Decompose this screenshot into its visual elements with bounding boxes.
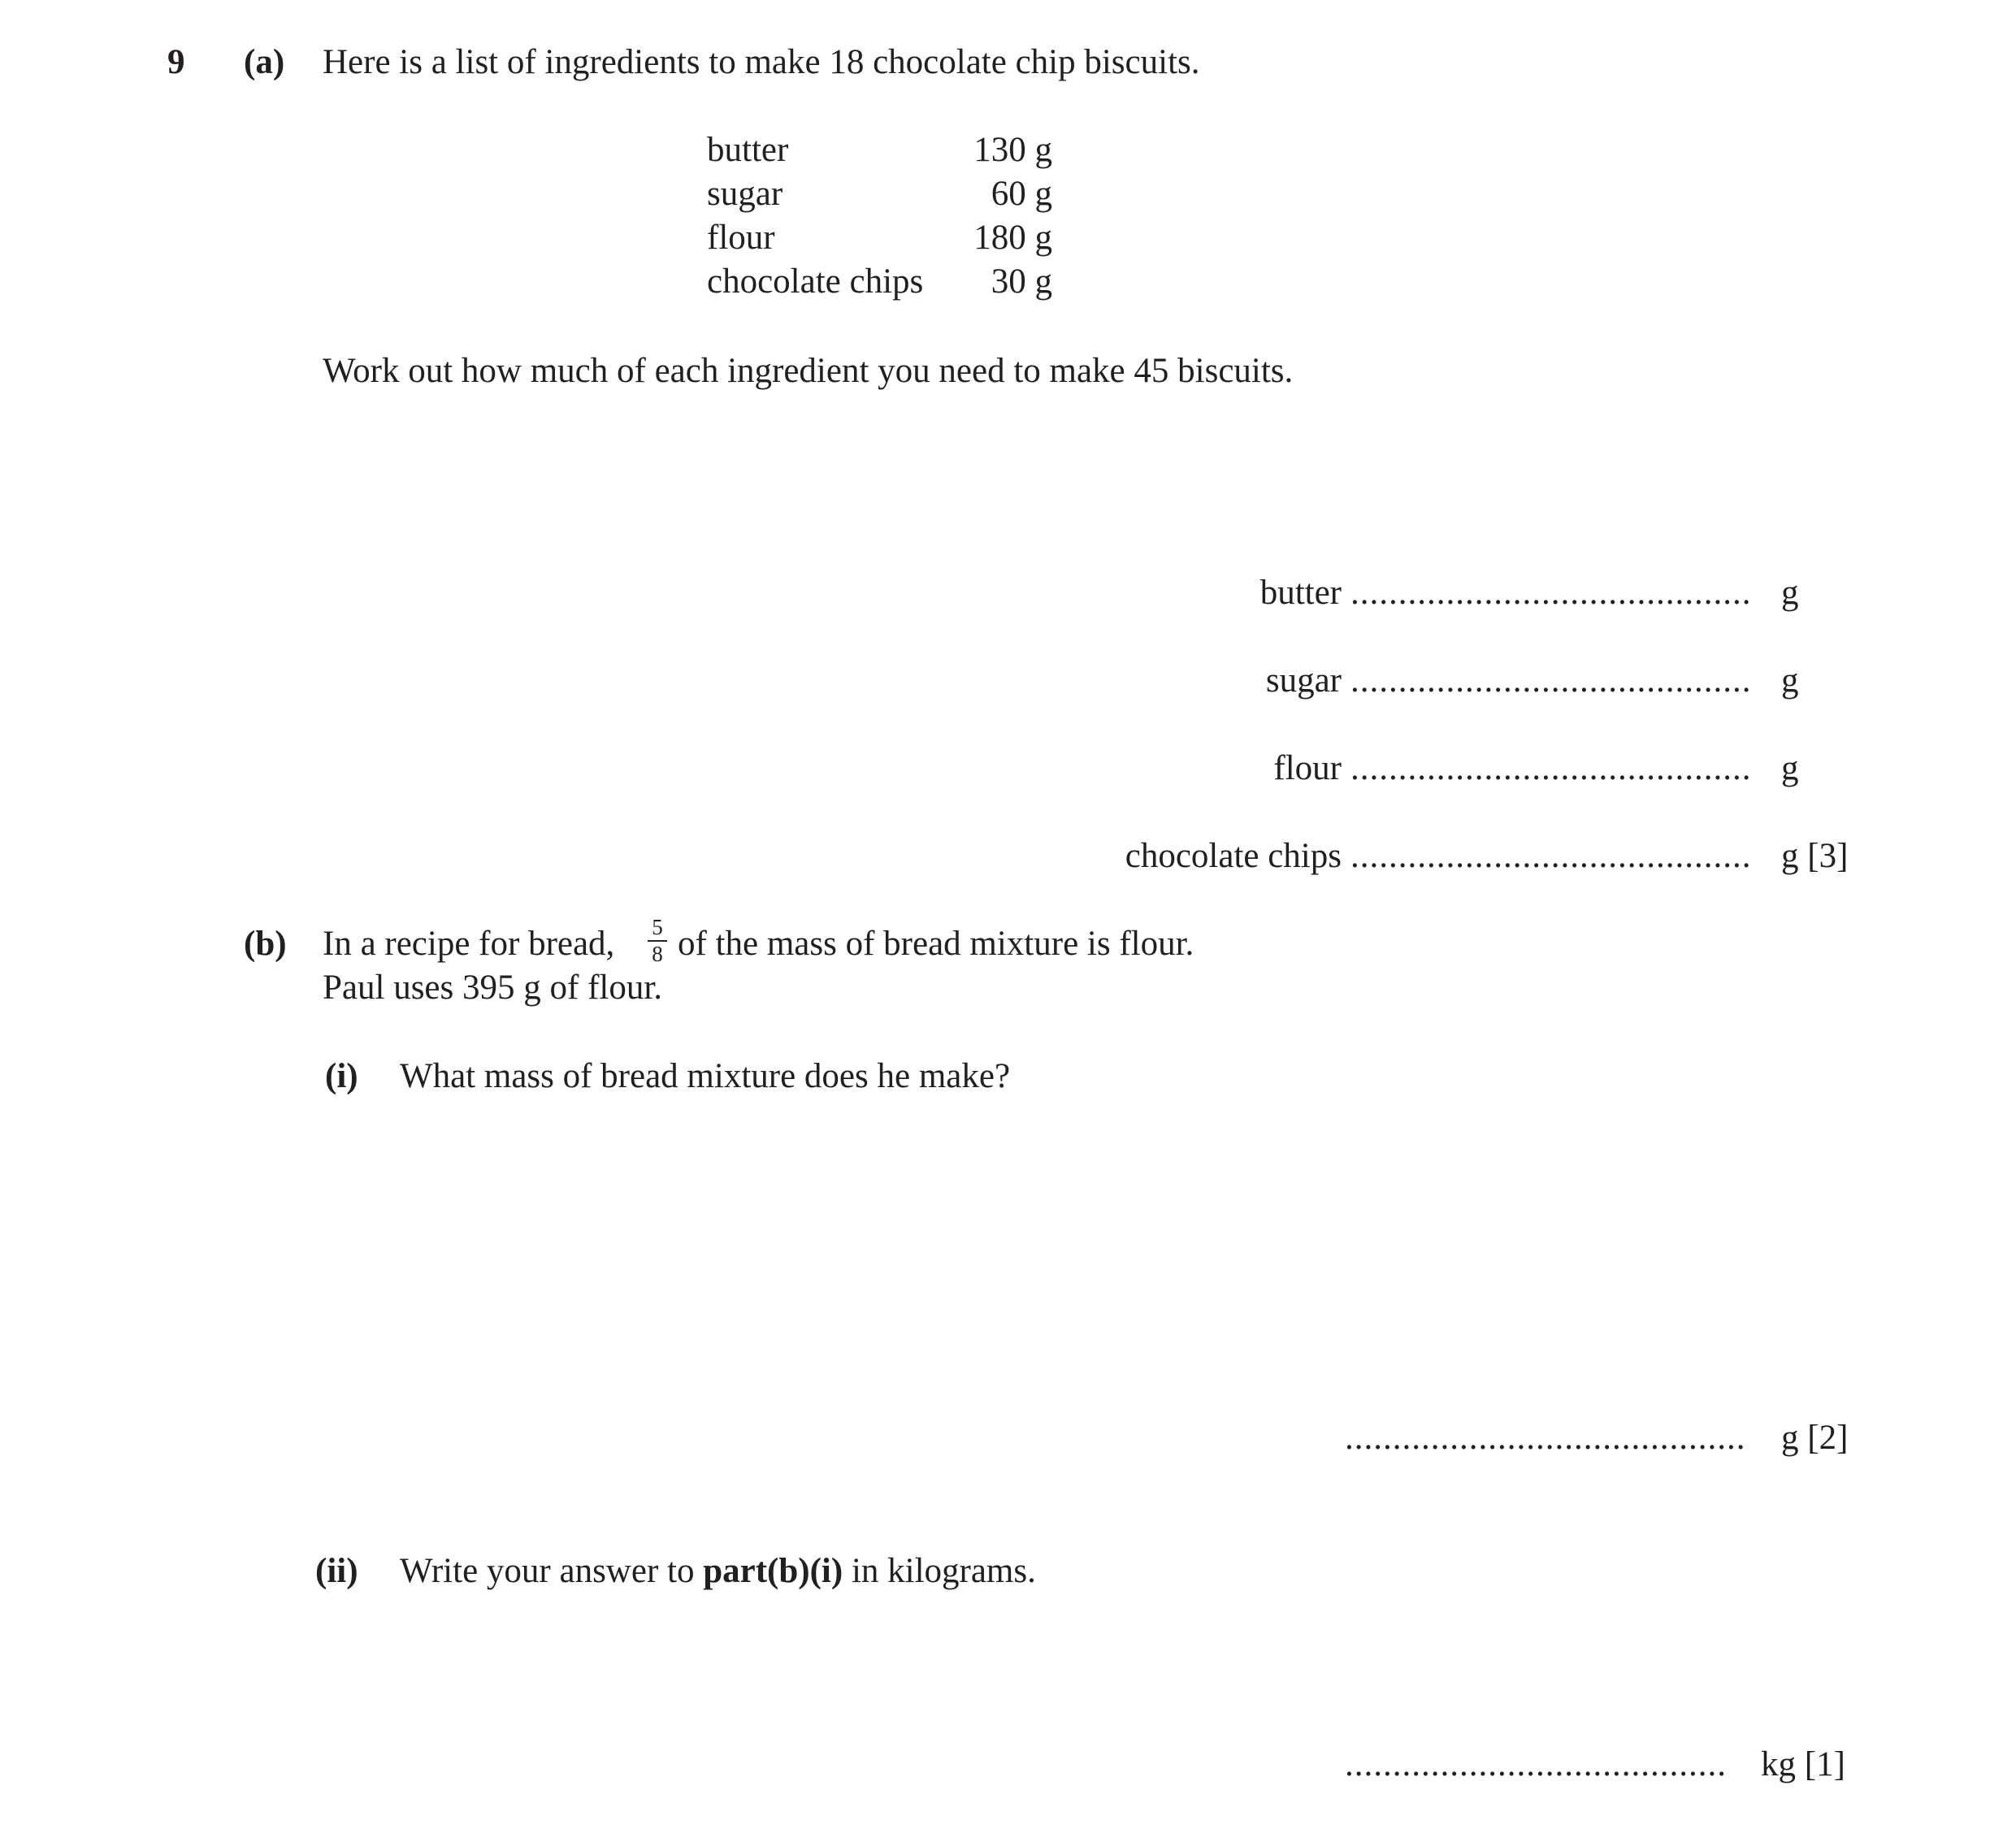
part-b-line2: Paul uses 395 g of flour. (323, 969, 663, 1007)
answer-line[interactable]: .......................................... (1351, 663, 1752, 698)
answer-label: sugar (1265, 661, 1342, 700)
answer-unit: g [3] (1781, 837, 1849, 875)
answer-line[interactable]: .......................................... (1351, 575, 1752, 610)
fraction-denominator: 8 (652, 942, 663, 966)
fraction-five-eighths (648, 917, 667, 965)
sub-ii-label: (ii) (315, 1552, 358, 1590)
answer-unit: g (1781, 661, 1799, 700)
ingredient-amount: 30 g (991, 262, 1052, 301)
sub-ii-text (400, 1554, 1036, 1588)
sub-ii-text-after: in kilograms. (851, 1552, 1036, 1590)
part-b-text-after: of the mass of bread mixture is flour. (678, 925, 1194, 963)
part-a-label: (a) (244, 43, 285, 81)
ingredient-amount: 180 g (973, 219, 1052, 257)
answer-label: chocolate chips (1125, 837, 1342, 875)
part-a-instruction: Work out how much of each ingredient you need to make 45 biscuits. (323, 352, 1294, 390)
answer-unit: g [2] (1781, 1419, 1849, 1457)
sub-i-text: What mass of bread mixture does he make? (400, 1057, 1011, 1095)
answer-line[interactable]: .......................................... (1351, 839, 1752, 873)
part-b-text-before: In a recipe for bread, (323, 925, 615, 963)
ingredient-amount: 130 g (973, 131, 1052, 169)
part-b-label: (b) (244, 925, 287, 963)
fraction-numerator: 5 (652, 915, 663, 939)
answer-label: butter (1259, 574, 1342, 612)
sub-ii-text-bold: part(b)(i) (703, 1552, 843, 1590)
ingredient-name: butter (707, 131, 789, 169)
part-a-intro: Here is a list of ingredients to make 18 chocolate chip biscuits. (323, 43, 1200, 81)
answer-unit: kg [1] (1761, 1745, 1845, 1783)
answer-unit: g (1781, 749, 1799, 787)
sub-ii-text-before: Write your answer to (400, 1552, 695, 1590)
ingredient-name: flour (707, 219, 775, 257)
answer-line[interactable]: .......................................... (1351, 751, 1752, 786)
answer-unit: g (1781, 574, 1799, 612)
ingredient-name: sugar (707, 175, 783, 213)
question-number: 9 (167, 43, 185, 81)
answer-line[interactable]: ........................................ (1345, 1747, 1727, 1782)
answer-line[interactable]: .......................................... (1345, 1420, 1746, 1455)
sub-i-label: (i) (325, 1057, 358, 1095)
ingredient-name: chocolate chips (707, 262, 924, 301)
answer-label: flour (1273, 749, 1342, 787)
ingredient-amount: 60 g (991, 175, 1052, 213)
